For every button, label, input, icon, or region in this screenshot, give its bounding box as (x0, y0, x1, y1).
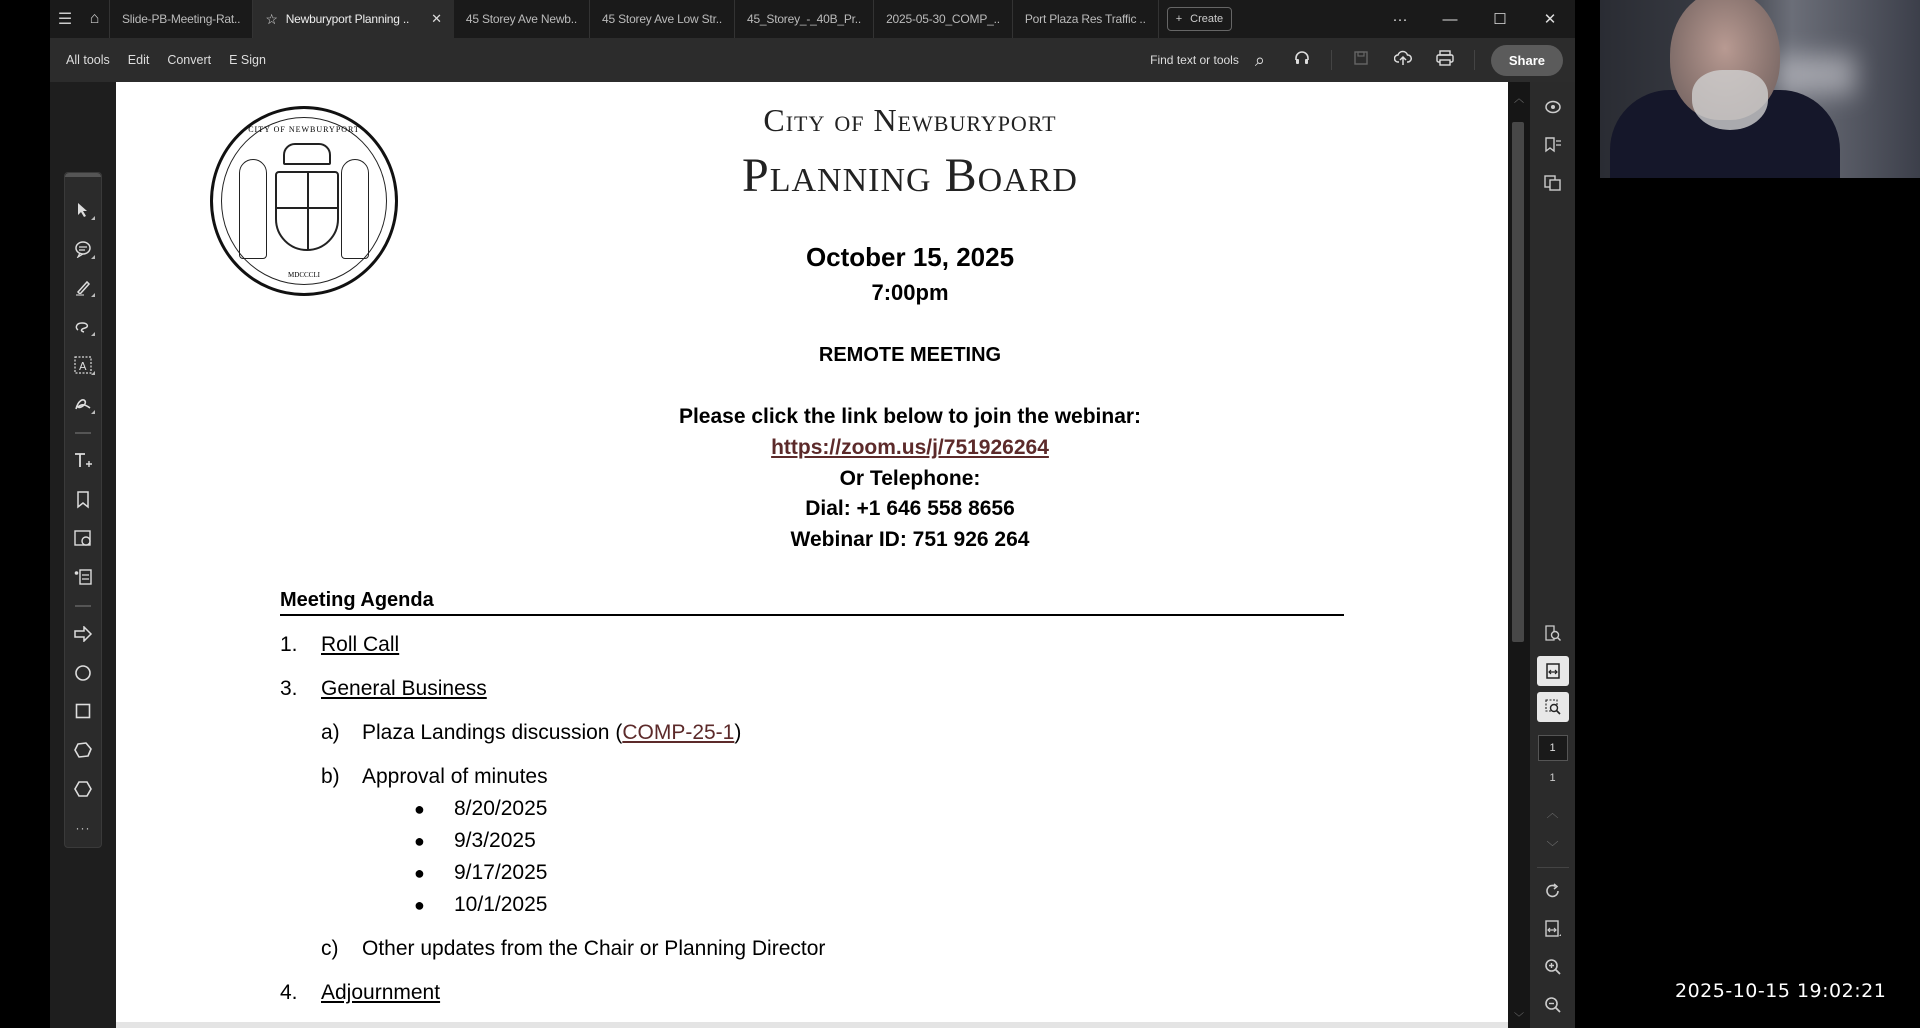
item-label: Adjournment (321, 981, 441, 1004)
search-icon: ⌕ (1254, 49, 1265, 70)
tab-bar (50, 0, 1575, 38)
tab-45-storey-low-str[interactable] (590, 0, 735, 38)
left-tool-panel (50, 82, 116, 1028)
seal-text: CITY OF NEWBURYPORT (248, 125, 360, 134)
minutes-date-item (414, 829, 536, 853)
tab-label: Newburyport Planning .. (285, 12, 410, 26)
pdf-viewer-app (50, 0, 1575, 1028)
background-light (1775, 55, 1855, 95)
agenda-item-roll-call (280, 633, 399, 657)
comp-25-1-link[interactable]: COMP-25-1 (622, 721, 735, 744)
cloud-shape-icon[interactable] (68, 731, 98, 770)
minutes-date: 9/3/2025 (454, 829, 536, 852)
print-icon[interactable] (1432, 50, 1458, 71)
header-board: Planning Board (742, 149, 1078, 202)
item-number: 1. (280, 633, 298, 656)
toolbar-right (1150, 45, 1575, 76)
tab-45-storey-40b[interactable] (735, 0, 874, 38)
home-icon[interactable]: ⌂ (80, 0, 110, 38)
share-button[interactable]: Share (1491, 45, 1563, 76)
sub-letter: a) (321, 721, 340, 744)
sub-text: Approval of minutes (362, 765, 548, 788)
star-icon[interactable]: ☆ (265, 10, 278, 27)
bullet-icon: ● (414, 863, 425, 883)
quick-tools-rail (64, 172, 102, 848)
sub-text-close: ) (734, 721, 742, 744)
more-options-icon[interactable]: ··· (1392, 10, 1408, 28)
sub-text: Plaza Landings discussion ( (362, 721, 623, 744)
next-page-icon[interactable]: ﹀ (1546, 839, 1559, 854)
webinar-id: Webinar ID: 751 926 264 (790, 528, 1030, 551)
right-tool-rail (1530, 82, 1575, 1028)
fit-page-icon[interactable] (1537, 656, 1569, 686)
tab-label: Port Plaza Res Traffic .. (1024, 12, 1146, 26)
item-label: General Business (321, 677, 487, 700)
tab-label: Slide-PB-Meeting-Rat.. (122, 12, 241, 26)
circle-shape-icon[interactable] (68, 653, 98, 692)
agenda-sub-other-updates (321, 937, 825, 961)
total-pages: 1 (1549, 772, 1556, 784)
menu-all-tools[interactable]: All tools (66, 53, 110, 67)
scroll-thumb[interactable] (1512, 122, 1524, 642)
bookmark-icon[interactable] (68, 480, 98, 519)
previous-page-icon[interactable]: ︿ (1546, 805, 1559, 820)
current-page-input[interactable]: 1 (1538, 735, 1568, 761)
telephone-label: Or Telephone: (839, 467, 981, 490)
tab-45-storey-newb[interactable] (454, 0, 590, 38)
minimize-icon[interactable]: — (1442, 10, 1458, 28)
agenda-item-general-business (280, 677, 487, 701)
menu-e-sign[interactable]: E Sign (229, 53, 266, 67)
create-label: Create (1190, 13, 1224, 25)
webcam-video-feed (1600, 0, 1920, 178)
tool-divider (75, 432, 91, 434)
minutes-date: 8/20/2025 (454, 797, 548, 820)
find-in-page-icon[interactable] (1537, 615, 1569, 653)
dial-number: Dial: +1 646 558 8656 (805, 497, 1015, 520)
zoom-in-icon[interactable] (1537, 948, 1569, 986)
tab-newburyport-planning[interactable] (253, 0, 454, 38)
agenda-sub-plaza-landings (321, 721, 741, 745)
insert-list-icon[interactable] (68, 558, 98, 597)
zoom-out-icon[interactable] (1537, 986, 1569, 1024)
window-controls (1375, 0, 1575, 38)
tab-label: 45_Storey_-_40B_Pr.. (746, 12, 862, 26)
tool-divider (75, 605, 91, 607)
bullet-icon: ● (414, 895, 425, 915)
scroll-down-icon[interactable]: ﹀ (1514, 1013, 1524, 1024)
item-label: Roll Call (321, 633, 400, 656)
agenda-sub-approval-minutes (321, 765, 548, 789)
svg-text:A: A (79, 360, 87, 374)
upload-cloud-icon[interactable] (1390, 50, 1416, 71)
pages-panel-icon[interactable] (1537, 164, 1569, 202)
main-toolbar (50, 38, 1575, 82)
signature-tool-icon[interactable] (68, 385, 98, 424)
select-tool-icon[interactable] (68, 191, 98, 230)
tab-label: 45 Storey Ave Newb.. (465, 12, 578, 26)
scroll-up-icon[interactable]: ︿ (1514, 94, 1524, 105)
maximize-icon[interactable]: ☐ (1493, 11, 1507, 28)
page-edge (116, 1022, 1508, 1028)
highlight-tool-icon[interactable] (68, 269, 98, 308)
item-number: 4. (280, 981, 298, 1004)
seal-year: MDCCCLI (288, 271, 320, 279)
rotate-icon[interactable] (1537, 872, 1569, 910)
add-text-icon[interactable] (68, 442, 98, 481)
vertical-scrollbar[interactable] (1508, 82, 1530, 1028)
comment-tool-icon[interactable] (68, 230, 98, 269)
find-label: Find text or tools (1150, 53, 1239, 67)
plus-icon: + (1175, 13, 1183, 25)
stamp-icon[interactable] (68, 519, 98, 558)
bookmarks-panel-icon[interactable] (1537, 126, 1569, 164)
bullet-icon: ● (414, 799, 425, 819)
agenda-item-adjournment (280, 981, 440, 1005)
draw-tool-icon[interactable] (68, 307, 98, 346)
meeting-type: REMOTE MEETING (818, 344, 1002, 366)
menu-icon[interactable]: ☰ (57, 11, 73, 28)
page-display-icon[interactable] (1537, 910, 1569, 948)
tab-port-plaza-traffic[interactable] (1013, 0, 1159, 38)
tab-2025-05-30-comp[interactable] (874, 0, 1013, 38)
bullet-icon: ● (414, 831, 425, 851)
save-icon[interactable] (1348, 51, 1374, 70)
marquee-zoom-icon[interactable] (1537, 692, 1569, 722)
minutes-date-item (414, 893, 547, 917)
rail-divider (1537, 867, 1569, 868)
tab-slide-pb-meeting[interactable] (110, 0, 253, 38)
minutes-date-item (414, 861, 547, 885)
menu-convert[interactable]: Convert (167, 53, 212, 67)
webinar-link-text[interactable]: https://zoom.us/j/751926264 (771, 436, 1049, 459)
tab-label: 45 Storey Ave Low Str.. (602, 12, 722, 26)
find-text-or-tools[interactable] (1150, 50, 1273, 71)
minutes-date-item (414, 797, 547, 821)
arrow-shape-icon[interactable] (68, 615, 98, 654)
sub-letter: b) (321, 765, 340, 788)
sub-letter: c) (321, 937, 339, 960)
minutes-date: 9/17/2025 (454, 861, 548, 884)
minutes-date: 10/1/2025 (454, 893, 548, 916)
close-tab-icon[interactable]: ✕ (431, 11, 442, 26)
toolbar-divider (1331, 50, 1332, 70)
participant-beard (1692, 70, 1768, 130)
item-number: 3. (280, 677, 298, 700)
tab-label: 2025-05-30_COMP_.. (886, 12, 1000, 26)
text-recognition-icon[interactable] (68, 346, 98, 385)
rectangle-shape-icon[interactable] (68, 692, 98, 731)
menu-edit[interactable]: Edit (127, 53, 150, 67)
join-prompt: Please click the link below to join the webinar: (678, 405, 1142, 428)
document-page (116, 82, 1508, 1028)
headphones-icon[interactable] (1289, 50, 1315, 71)
recording-timestamp: 2025-10-15 19:02:21 (1675, 980, 1887, 1002)
close-window-icon[interactable]: ✕ (1543, 11, 1557, 28)
webinar-link[interactable] (116, 436, 1508, 460)
toolbar-divider (1474, 50, 1475, 70)
more-tools-icon[interactable]: ··· (75, 820, 91, 835)
create-button[interactable] (1167, 7, 1232, 31)
meeting-date: October 15, 2025 (805, 242, 1015, 272)
agenda-title: Meeting Agenda (280, 589, 1344, 616)
sub-text: Other updates from the Chair or Planning Director (362, 937, 826, 960)
meeting-time: 7:00pm (871, 280, 949, 305)
comments-panel-icon[interactable] (1537, 88, 1569, 126)
polygon-shape-icon[interactable] (68, 770, 98, 809)
header-city: City of Newburyport (763, 102, 1057, 138)
